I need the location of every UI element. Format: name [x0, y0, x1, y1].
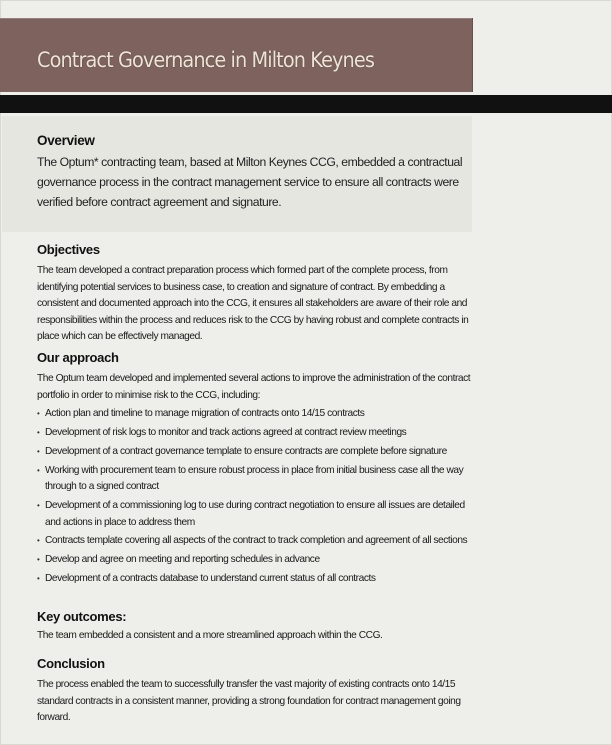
- conclusion-section: [37, 656, 477, 727]
- bullet-icon: •: [37, 555, 40, 565]
- list-item: [37, 533, 477, 550]
- bullet-icon: •: [37, 501, 40, 511]
- header-divider-bar: [0, 95, 612, 113]
- approach-heading: Our approach: [37, 350, 119, 365]
- overview-section: [37, 133, 477, 212]
- list-item-text: Working with procurement team to ensure robust process in place from initial business case all the way through to a signed contract: [45, 464, 464, 493]
- outcomes-section: [37, 609, 477, 645]
- list-item-text: Develop and agree on meeting and reporting schedules in advance: [45, 554, 320, 566]
- list-item-text: Development of a contract governance template to ensure contracts are complete before signature: [45, 445, 447, 457]
- bullet-icon: •: [37, 574, 40, 584]
- approach-intro: The Optum team developed and implemented several actions to improve the administration of the contract portfolio in order to minimise risk to the CCG, including:: [37, 373, 471, 401]
- list-item-text: Contracts template covering all aspects of the contract to track completion and agreement of all sections: [45, 535, 468, 547]
- conclusion-heading: Conclusion: [37, 656, 105, 671]
- overview-heading: Overview: [37, 133, 95, 148]
- objectives-heading: Objectives: [37, 242, 100, 257]
- list-item: [37, 406, 477, 423]
- objectives-section: [37, 242, 477, 346]
- bullet-icon: •: [37, 465, 40, 475]
- list-item: [37, 425, 477, 442]
- list-item-text: Action plan and timeline to manage migration of contracts onto 14/15 contracts: [45, 408, 365, 419]
- outcomes-heading: Key outcomes:: [37, 609, 127, 624]
- objectives-text: The team developed a contract preparation process which formed part of the complete process, from identifying potential services to business case, to creation and signature of contract. By embedding a consistent and documented approach into the CCG, it ensures all stakeholders are aware of their role and responsibilities within the process and reduces risk to the CCG by having robust and complete contracts in place which can be effectively managed.: [37, 265, 469, 342]
- conclusion-text: The process enabled the team to successfully transfer the vast majority of existing contracts onto 14/15 standard contracts in a consistent manner, providing a strong foundation for contract management going forward.: [37, 679, 461, 723]
- bullet-icon: •: [37, 409, 40, 418]
- list-item: [37, 571, 477, 588]
- list-item-text: Development of a commissioning log to use during contract negotiation to ensure all issues are detailed and actions in place to address them: [45, 500, 465, 528]
- outcomes-text: The team embedded a consistent and a more streamlined approach within the CCG.: [37, 630, 383, 641]
- title-banner: [0, 18, 473, 92]
- overview-text: The Optum* contracting team, based at Milton Keynes CCG, embedded a contractual governance process in the contract management service to ensure all contracts were verified before contract agreement and signature.: [37, 155, 463, 209]
- bullet-icon: •: [37, 536, 40, 546]
- bullet-icon: •: [37, 446, 40, 456]
- list-item: [37, 552, 477, 569]
- list-item: [37, 463, 477, 496]
- list-item: [37, 444, 477, 461]
- bullet-icon: •: [37, 427, 40, 437]
- approach-section: [37, 350, 477, 590]
- list-item: [37, 498, 477, 531]
- list-item-text: Development of risk logs to monitor and track actions agreed at contract review meetings: [45, 426, 407, 438]
- approach-list: [37, 406, 477, 588]
- list-item-text: Development of a contracts database to understand current status of all contracts: [45, 573, 376, 585]
- document-title: Contract Governance in Milton Keynes: [37, 48, 374, 72]
